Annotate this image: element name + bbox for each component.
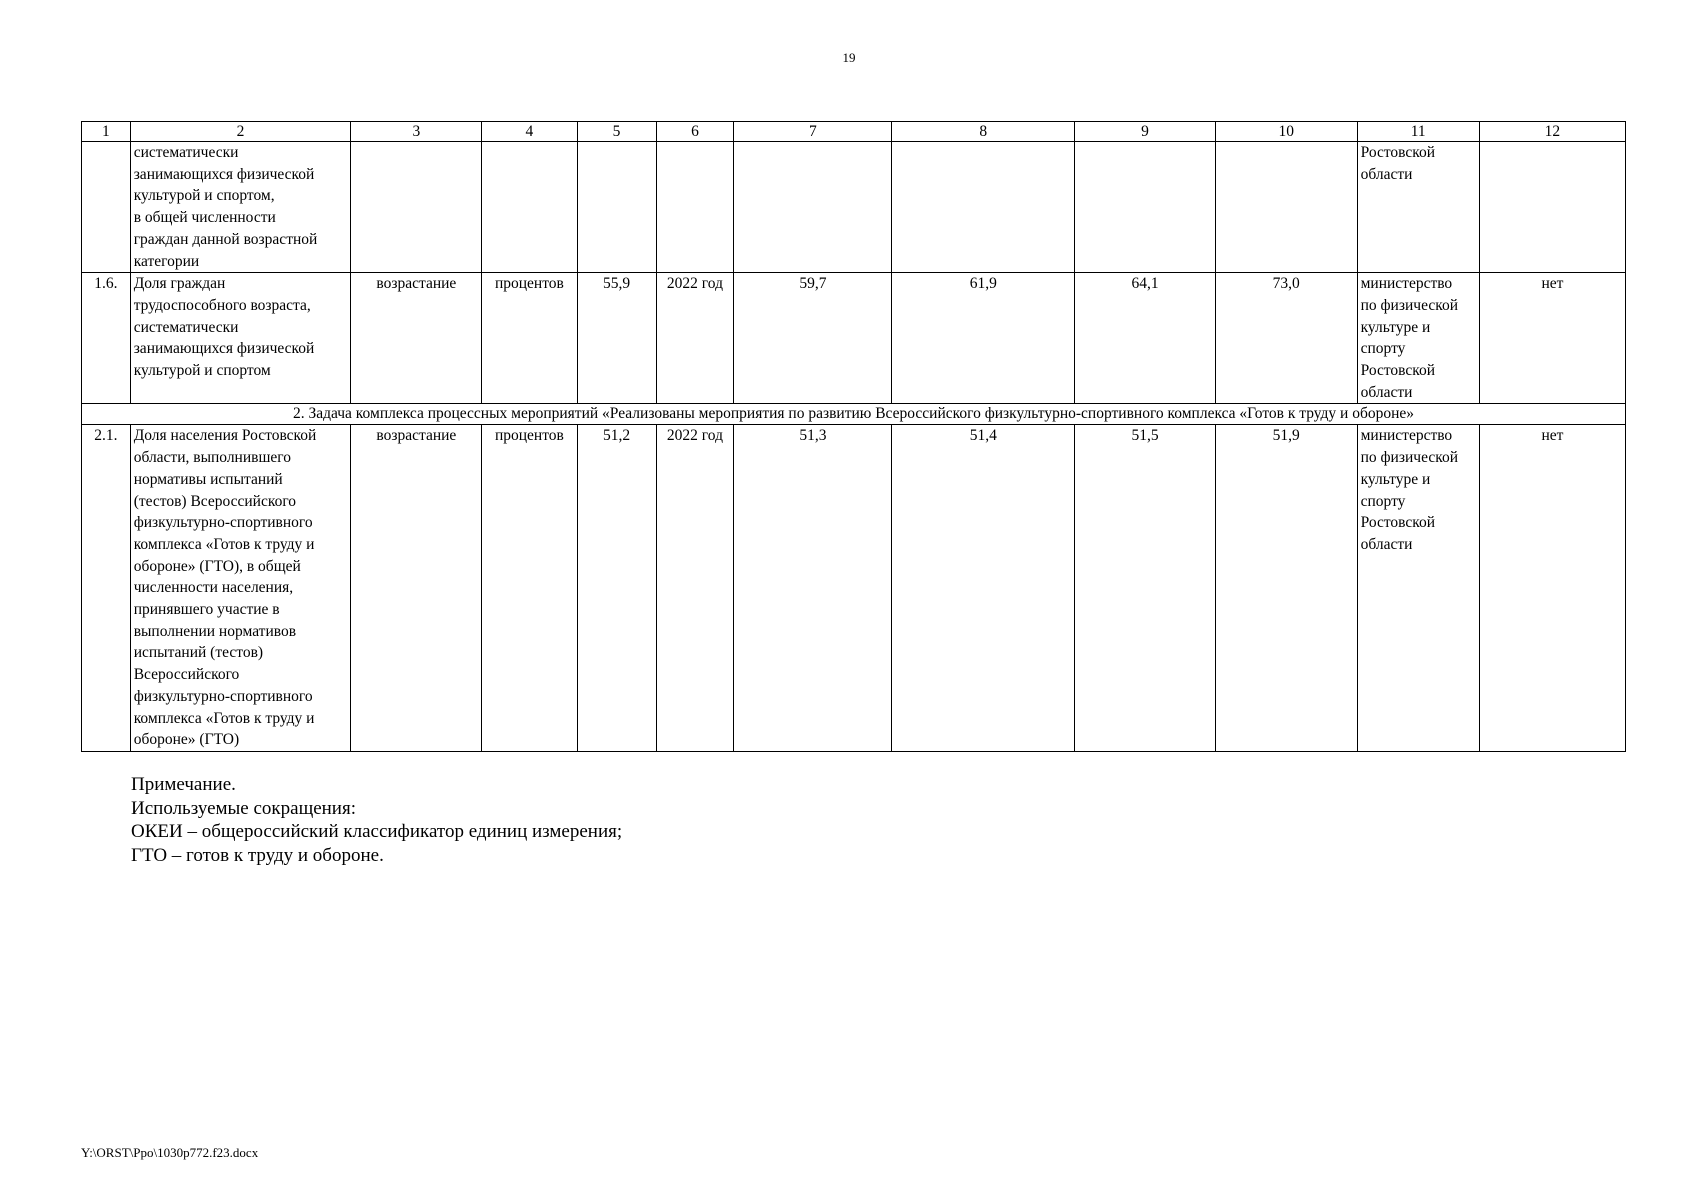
table-cell: систематически занимающихся физической культурой и спортом, в общей численности граждан данной возрастной категории bbox=[130, 142, 351, 273]
column-number: 2 bbox=[130, 122, 351, 142]
task-row bbox=[82, 404, 1626, 425]
table-cell: Доля граждан трудоспособного возраста, систематически занимающихся физической культурой и спортом bbox=[130, 273, 351, 404]
table-cell: 2022 год bbox=[656, 425, 734, 752]
notes-subtitle: Используемые сокращения: bbox=[131, 797, 356, 819]
table-cell: нет bbox=[1479, 273, 1625, 404]
table-cell bbox=[82, 142, 131, 273]
column-number: 4 bbox=[482, 122, 577, 142]
table-row bbox=[82, 425, 1626, 752]
table-cell: возрастание bbox=[351, 273, 482, 404]
table-cell: 2.1. bbox=[82, 425, 131, 752]
table-cell: процентов bbox=[482, 273, 577, 404]
column-number: 9 bbox=[1075, 122, 1216, 142]
column-number: 7 bbox=[734, 122, 892, 142]
column-number: 6 bbox=[656, 122, 734, 142]
table-cell: 1.6. bbox=[82, 273, 131, 404]
column-number-row bbox=[82, 122, 1626, 142]
table-cell: 51,4 bbox=[892, 425, 1075, 752]
table-cell: 51,5 bbox=[1075, 425, 1216, 752]
file-path-footer: Y:\ORST\Ppo\1030p772.f23.docx bbox=[81, 1145, 259, 1160]
task-title: 2. Задача комплекса процессных мероприятий «Реализованы мероприятия по развитию Всероссийского физкультурно-спортивного комплекса «Готов к труду и обороне» bbox=[82, 404, 1626, 425]
column-number: 5 bbox=[577, 122, 656, 142]
notes-item: ГТО – готов к труду и обороне. bbox=[131, 844, 384, 866]
column-number: 10 bbox=[1215, 122, 1357, 142]
page-number: 19 bbox=[842, 50, 856, 65]
table-cell bbox=[1075, 142, 1216, 273]
column-number: 1 bbox=[82, 122, 131, 142]
table-row bbox=[82, 273, 1626, 404]
notes-item: ОКЕИ – общероссийский классификатор единиц измерения; bbox=[131, 821, 623, 842]
table-cell: 55,9 bbox=[577, 273, 656, 404]
table-cell bbox=[482, 142, 577, 273]
table-cell bbox=[892, 142, 1075, 273]
table-cell: министерство по физической культуре и спорту Ростовской области bbox=[1357, 425, 1479, 752]
table-cell bbox=[351, 142, 482, 273]
table-cell: 51,2 bbox=[577, 425, 656, 752]
table-cell: 2022 год bbox=[656, 273, 734, 404]
table-cell: министерство по физической культуре и спорту Ростовской области bbox=[1357, 273, 1479, 404]
indicators-table bbox=[81, 121, 1626, 752]
table-cell: Доля населения Ростовской области, выполнившего нормативы испытаний (тестов) Всероссийского физкультурно-спортивного комплекса «Готов к труду и обороне» (ГТО), в общей численности населения, принявшего участие в выполнении нормативов испытаний (тестов) Всероссийского физкультурно-спортивного комплекса «Готов к труду и обороне» (ГТО) bbox=[130, 425, 351, 752]
table-cell: нет bbox=[1479, 425, 1625, 752]
table-cell: Ростовской области bbox=[1357, 142, 1479, 273]
table-row bbox=[82, 142, 1626, 273]
table-cell: 73,0 bbox=[1215, 273, 1357, 404]
column-number: 3 bbox=[351, 122, 482, 142]
notes-title: Примечание. bbox=[131, 774, 236, 795]
column-number: 11 bbox=[1357, 122, 1479, 142]
table-cell: процентов bbox=[482, 425, 577, 752]
table-cell: 51,9 bbox=[1215, 425, 1357, 752]
table-cell: возрастание bbox=[351, 425, 482, 752]
table-cell bbox=[1215, 142, 1357, 273]
table-cell: 51,3 bbox=[734, 425, 892, 752]
table-cell: 59,7 bbox=[734, 273, 892, 404]
column-number: 8 bbox=[892, 122, 1075, 142]
table-cell bbox=[577, 142, 656, 273]
table-cell: 64,1 bbox=[1075, 273, 1216, 404]
column-number: 12 bbox=[1479, 122, 1625, 142]
table-cell bbox=[656, 142, 734, 273]
table-cell bbox=[1479, 142, 1625, 273]
table-cell bbox=[734, 142, 892, 273]
notes-section bbox=[131, 773, 622, 867]
table-cell: 61,9 bbox=[892, 273, 1075, 404]
